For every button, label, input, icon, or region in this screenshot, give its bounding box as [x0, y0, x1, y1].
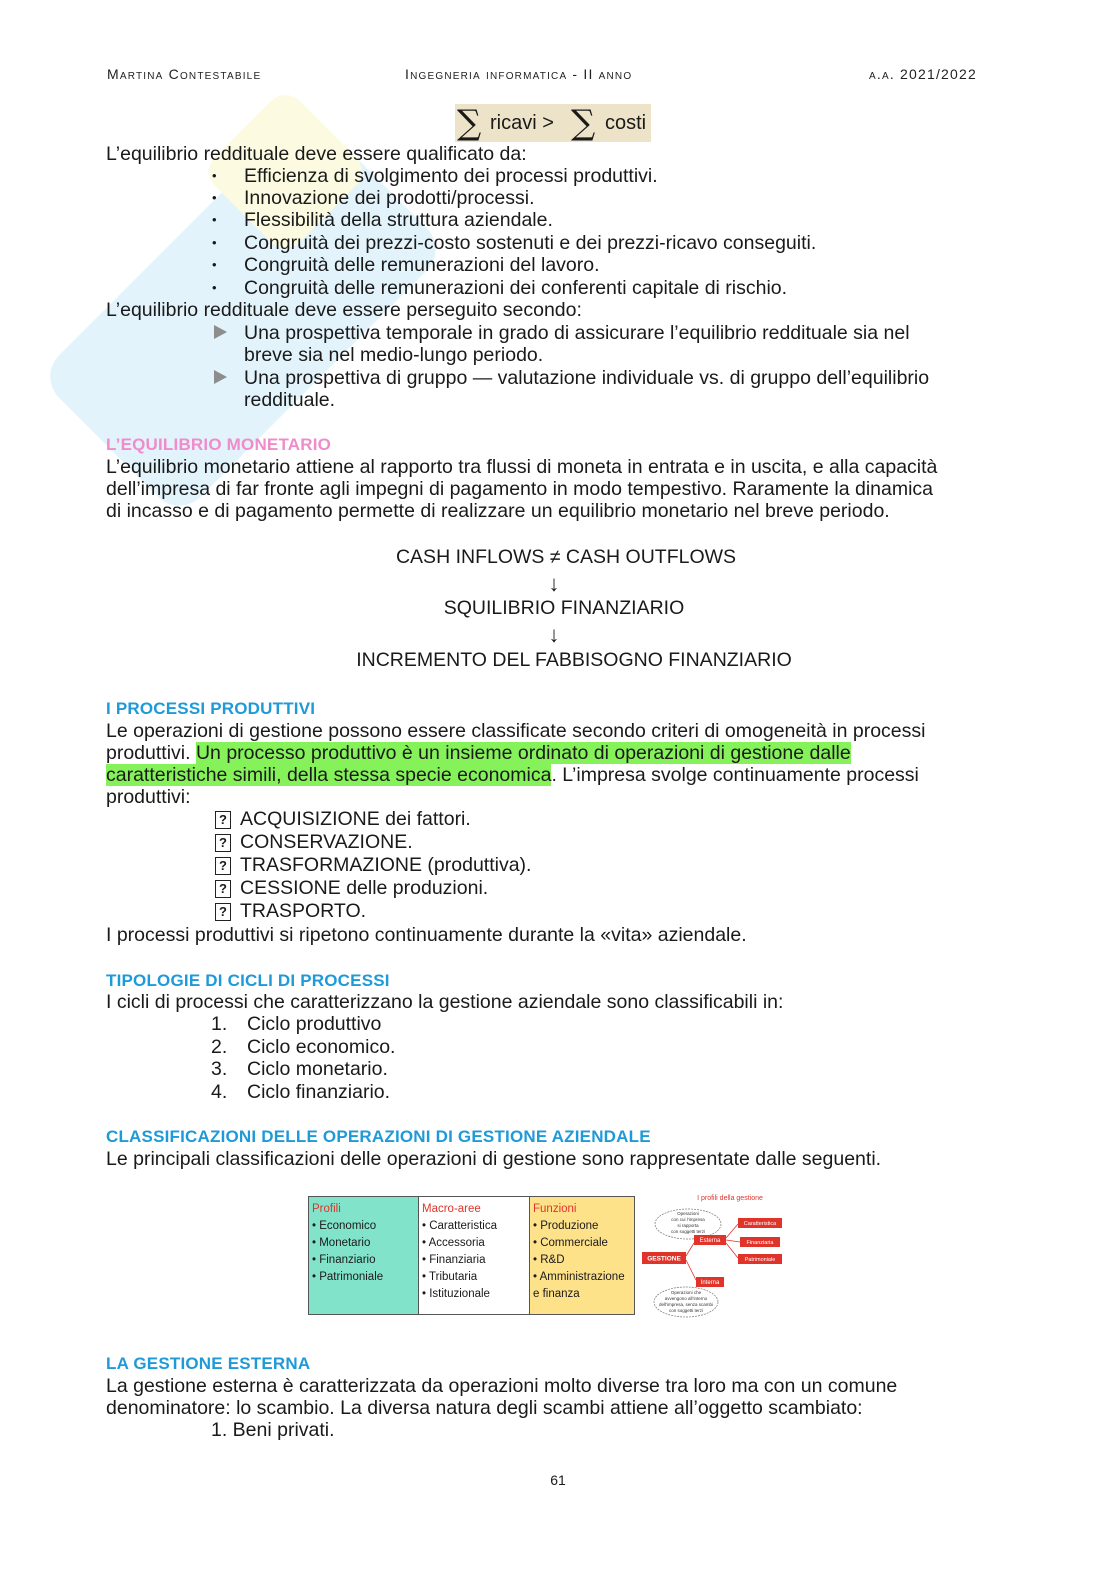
list-item: Congruità dei prezzi-costo sostenuti e dei prezzi-ricavo conseguiti.	[244, 232, 817, 254]
connector-line	[726, 1243, 738, 1258]
finanziaria-label: Finanziaria	[746, 1240, 774, 1246]
formula-left: ricavi >	[490, 112, 554, 134]
note-line: con soggetti terzi	[670, 1229, 706, 1234]
table-column-macro-aree	[419, 1197, 530, 1314]
list-item: CESSIONE delle produzioni.	[240, 877, 489, 899]
flow-step: SQUILIBRIO FINANZIARIO	[443, 597, 685, 619]
list-item: 1. Beni privati.	[211, 1419, 335, 1441]
section-title: L’EQUILIBRIO MONETARIO	[106, 435, 332, 454]
gestione-label: GESTIONE	[647, 1255, 681, 1263]
bullet-icon: •	[212, 190, 217, 205]
header-year: a.a. 2021/2022	[869, 66, 977, 82]
table-cell: • Accessoria	[422, 1237, 485, 1249]
table-cell: • Istituzionale	[422, 1288, 490, 1300]
paragraph-line: denominatore: lo scambio. La diversa natura degli scambi attiene all’oggetto scambiato:	[106, 1397, 863, 1419]
formula-right: costi	[605, 112, 647, 134]
list-item: Ciclo monetario.	[247, 1058, 388, 1080]
paragraph-line: di incasso e di pagamento permette di realizzare un equilibrio monetario nel breve periodo.	[106, 500, 890, 522]
page-number: 61	[550, 1472, 566, 1488]
list-item: Ciclo produttivo	[247, 1013, 382, 1035]
triangle-bullet-icon	[214, 370, 227, 384]
esterna-label: Esterna	[699, 1238, 721, 1244]
classification-table	[308, 1196, 635, 1315]
bullet-icon: •	[212, 235, 217, 250]
list-item: Flessibilità della struttura aziendale.	[244, 209, 553, 231]
down-arrow-icon: ↓	[548, 571, 560, 596]
unknown-glyph-icon: ?	[215, 834, 231, 852]
list-item: TRASPORTO.	[240, 900, 367, 922]
section-title: LA GESTIONE ESTERNA	[106, 1354, 311, 1373]
unknown-glyph-icon: ?	[215, 880, 231, 898]
table-cell: • Caratteristica	[422, 1220, 497, 1232]
connector-line	[726, 1240, 740, 1242]
gestione-diagram	[640, 1188, 800, 1323]
patrimoniale-label: Patrimoniale	[744, 1257, 776, 1263]
paragraph-line: I cicli di processi che caratterizzano la gestione aziendale sono classificabili in:	[106, 991, 784, 1013]
section-title: I PROCESSI PRODUTTIVI	[106, 699, 316, 718]
triangle-bullet-icon	[214, 325, 227, 339]
table-cell: e finanza	[533, 1288, 580, 1300]
text-run: produttivi.	[106, 742, 196, 764]
table-cell: • R&D	[533, 1254, 565, 1266]
paragraph-line: L’equilibrio reddituale deve essere qualificato da:	[106, 143, 527, 165]
list-item: Ciclo finanziario.	[247, 1081, 391, 1103]
table-cell: • Monetario	[312, 1237, 371, 1249]
flow-step: CASH INFLOWS ≠ CASH OUTFLOWS	[395, 546, 737, 568]
highlighted-text: caratteristiche simili, della stessa specie economica	[106, 764, 552, 786]
note-line: dell’impresa, senza scambi	[658, 1302, 714, 1307]
section-title: CLASSIFICAZIONI DELLE OPERAZIONI DI GESTIONE AZIENDALE	[106, 1127, 651, 1146]
list-number: 4.	[211, 1081, 228, 1103]
list-item: Innovazione dei prodotti/processi.	[244, 187, 535, 209]
list-number: 3.	[211, 1058, 228, 1080]
sum-symbol: ∑	[571, 103, 596, 143]
bullet-icon: •	[212, 168, 217, 183]
table-cell: • Finanziario	[312, 1254, 376, 1266]
table-column-funzioni	[530, 1197, 634, 1314]
paragraph-line: La gestione esterna è caratterizzata da operazioni molto diverse tra loro ma con un comune	[106, 1375, 898, 1397]
note-line: con cui l’impresa	[671, 1217, 705, 1222]
note-line: si rapporta	[677, 1223, 699, 1228]
caratteristica-label: Caratteristica	[743, 1221, 777, 1227]
paragraph-line: Le operazioni di gestione possono essere classificate secondo criteri di omogeneità in processi	[106, 720, 926, 742]
table-cell: • Tributaria	[422, 1271, 478, 1283]
column-header: Funzioni	[533, 1203, 577, 1215]
unknown-glyph-icon: ?	[215, 811, 231, 829]
connector-line	[726, 1224, 738, 1238]
column-header: Macro-aree	[422, 1203, 481, 1215]
diagram-title: I profili della gestione	[697, 1195, 763, 1202]
table-cell: • Produzione	[533, 1220, 599, 1232]
list-item-cont: breve sia nel medio-lungo periodo.	[244, 344, 544, 366]
paragraph-line: Le principali classificazioni delle operazioni di gestione sono rappresentate dalle seguenti.	[106, 1148, 882, 1170]
list-item: CONSERVAZIONE.	[240, 831, 413, 853]
connector-line	[686, 1260, 696, 1280]
sum-symbol: ∑	[457, 103, 482, 143]
table-cell: • Finanziaria	[422, 1254, 486, 1266]
list-item: Congruità delle remunerazioni del lavoro.	[244, 254, 600, 276]
bullet-icon: •	[212, 212, 217, 227]
list-item: Efficienza di svolgimento dei processi produttivi.	[244, 165, 658, 187]
paragraph-line: produttivi:	[106, 786, 191, 808]
paragraph-line: dell’impresa di far fronte agli impegni di pagamento in modo tempestivo. Raramente la dinamica	[106, 478, 934, 500]
list-number: 1.	[211, 1013, 228, 1035]
down-arrow-icon: ↓	[548, 622, 560, 647]
interna-label: Interna	[700, 1280, 720, 1286]
highlighted-text: Un processo produttivo è un insieme ordinato di operazioni di gestione dalle	[195, 742, 851, 764]
header-author: Martina Contestabile	[107, 66, 262, 82]
note-line: Operazioni	[677, 1211, 699, 1216]
flow-step: INCREMENTO DEL FABBISOGNO FINANZIARIO	[356, 649, 792, 671]
unknown-glyph-icon: ?	[215, 903, 231, 921]
paragraph-line	[106, 764, 919, 786]
paragraph-line: I processi produttivi si ripetono continuamente durante la «vita» aziendale.	[106, 924, 747, 946]
table-cell: • Commerciale	[533, 1237, 608, 1249]
section-title: TIPOLOGIE DI CICLI DI PROCESSI	[106, 971, 390, 990]
table-column-profili	[309, 1197, 419, 1314]
formula-ricavi-costi	[455, 104, 651, 142]
list-number: 2.	[211, 1036, 228, 1058]
note-line: avvengono all’interno	[664, 1296, 708, 1301]
unknown-glyph-icon: ?	[215, 857, 231, 875]
list-item: TRASFORMAZIONE (produttiva).	[240, 854, 532, 876]
list-item: Una prospettiva temporale in grado di assicurare l’equilibrio reddituale sia nel	[244, 322, 910, 344]
connector-line	[686, 1243, 694, 1256]
column-header: Profili	[312, 1203, 341, 1215]
bullet-icon: •	[212, 280, 217, 295]
paragraph-line: L’equilibrio reddituale deve essere perseguito secondo:	[106, 299, 582, 321]
text-run: . L’impresa svolge continuamente processi	[551, 764, 919, 786]
list-item: Ciclo economico.	[247, 1036, 396, 1058]
table-cell: • Economico	[312, 1220, 377, 1232]
paragraph-line	[106, 742, 851, 764]
bullet-icon: •	[212, 257, 217, 272]
list-item: Una prospettiva di gruppo — valutazione individuale vs. di gruppo dell’equilibrio	[244, 367, 930, 389]
list-item-cont: reddituale.	[244, 389, 336, 411]
note-line: Operazioni che	[670, 1290, 702, 1295]
table-cell: • Amministrazione	[533, 1271, 625, 1283]
note-line: con soggetti terzi	[668, 1308, 704, 1313]
table-cell: • Patrimoniale	[312, 1271, 384, 1283]
paragraph-line: L’equilibrio monetario attiene al rapporto tra flussi di moneta in entrata e in uscita, e alla capacità	[106, 456, 938, 478]
header-course: Ingegneria informatica - II anno	[405, 66, 633, 82]
list-item: Congruità delle remunerazioni dei conferenti capitale di rischio.	[244, 277, 788, 299]
list-item: ACQUISIZIONE dei fattori.	[240, 808, 471, 830]
